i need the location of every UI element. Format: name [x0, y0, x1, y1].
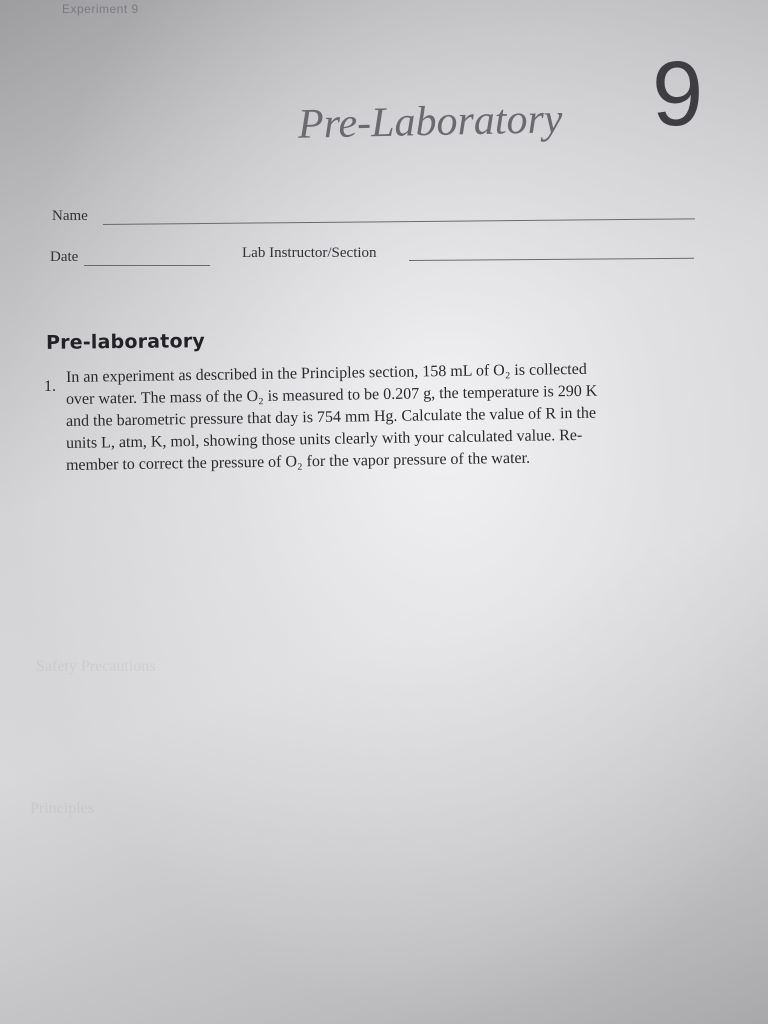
page-title: Pre-Laboratory [297, 96, 563, 148]
instructor-section-line[interactable] [409, 258, 694, 261]
section-heading: Pre-laboratory [45, 330, 206, 354]
date-label: Date [50, 249, 79, 265]
question-line: and the barometric pressure that day is 754 mm Hg. Calculate the value of R in the [65, 404, 597, 430]
show-through-text: Principles [30, 800, 94, 817]
question-line: over water. The mass of the O₂ is measured to be 0.207 g, the temperature is 290 K [65, 382, 598, 408]
running-head: Experiment 9 [62, 2, 139, 16]
instructor-section-label: Lab Instructor/Section [242, 245, 377, 261]
question-line: member to correct the pressure of O₂ for the vapor pressure of the water. [65, 449, 531, 474]
name-label: Name [52, 208, 88, 224]
show-through-text: Safety Precautions [36, 658, 156, 675]
name-line[interactable] [103, 218, 695, 225]
chapter-number: 9 [652, 43, 704, 145]
question-line: units L, atm, K, mol, showing those units clearly with your calculated value. Re- [65, 426, 583, 452]
question-number: 1. [44, 378, 56, 395]
question-line: In an experiment as described in the Principles section, 158 mL of O₂ is collected [65, 360, 587, 386]
date-line[interactable] [84, 265, 210, 266]
